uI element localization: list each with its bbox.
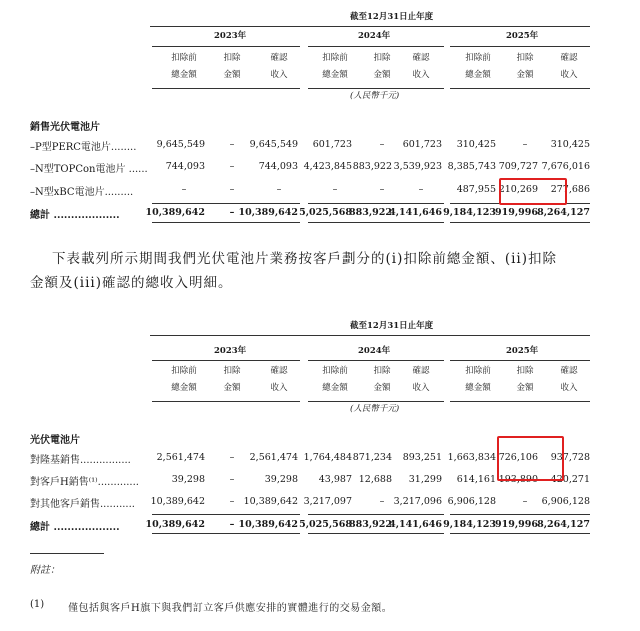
table2-colhead-rule-2025	[450, 401, 590, 402]
table1-row-1-cell-1: –	[229, 161, 235, 172]
table2-row-1-cell-8: 420,271	[550, 474, 590, 485]
table2-row-0-cell-7: 726,106	[498, 452, 538, 463]
table2-row-2-cell-1: –	[229, 496, 235, 507]
table1-row-0-cell-0: 9,645,549	[156, 139, 205, 150]
table2-row-0-cell-6: 1,663,834	[447, 452, 496, 463]
table1-colhead-rule-2024	[308, 88, 444, 89]
table1-row-0-cell-1: –	[229, 139, 235, 150]
table2-row-1-cell-6: 614,161	[456, 474, 496, 485]
table1-total-label: 總計 ...................	[30, 210, 120, 221]
table1-row-1-cell-0: 744,093	[165, 161, 205, 172]
table1-year-rule-2023	[152, 46, 300, 47]
table1-colhead-7-line-0: 扣除	[516, 53, 534, 63]
table2-row-0-cell-4: 871,234	[352, 452, 392, 463]
table1-colhead-3-line-1: 總金額	[322, 70, 348, 80]
table1-row-label: –N型xBC電池片.........	[30, 187, 134, 198]
table1-total-rule-2023	[152, 203, 300, 204]
table1-row-1-cell-2: 744,093	[258, 161, 298, 172]
table1-total-cell-4: 883,922	[349, 207, 392, 218]
table2-bottom-rule-2023	[152, 533, 300, 534]
table1-row-1-cell-6: 8,385,743	[447, 161, 496, 172]
table2-year-2025: 2025年	[506, 346, 539, 356]
table2-row-1-cell-3: 43,987	[318, 474, 352, 485]
table2-row-1-cell-1: –	[229, 474, 235, 485]
table1-year-rule-2024	[308, 46, 444, 47]
table1-row-2-cell-3: –	[332, 184, 338, 195]
table1-colhead-4-line-0: 扣除	[373, 53, 391, 63]
table1-row-0-cell-5: 601,723	[402, 139, 442, 150]
table2-total-cell-5: 4,141,646	[389, 519, 442, 530]
table1-colhead-6-line-1: 總金額	[465, 70, 491, 80]
table1-colhead-8-line-1: 收入	[560, 70, 578, 80]
table2-section-title: 光伏電池片	[30, 435, 80, 446]
table1-row-0-cell-2: 9,645,549	[249, 139, 298, 150]
table1-colhead-rule-2025	[450, 88, 590, 89]
table1-colhead-6-line-0: 扣除前	[465, 53, 491, 63]
highlight-box-xbc-deduction	[499, 178, 567, 205]
table2-period-header: 截至12月31日止年度	[350, 321, 434, 331]
table1-total-cell-3: 5,025,568	[299, 207, 352, 218]
table2-total-cell-0: 10,389,642	[145, 519, 205, 530]
table2-year-2024: 2024年	[358, 346, 391, 356]
table2-total-label: 總計 ...................	[30, 522, 120, 533]
table1-year-2024: 2024年	[358, 31, 391, 41]
table2-row-0-cell-5: 893,251	[402, 452, 442, 463]
table1-row-label: –N型TOPCon電池片 ......	[30, 164, 148, 175]
table2-colhead-0-line-1: 總金額	[171, 383, 197, 393]
table1-total-rule-2024	[308, 203, 444, 204]
table1-total-cell-1: –	[229, 207, 235, 218]
table2-row-2-cell-8: 6,906,128	[541, 496, 590, 507]
table1-colhead-1-line-1: 金額	[223, 70, 241, 80]
table2-year-rule-2023	[152, 360, 300, 361]
notes-title: 附註：	[30, 565, 60, 576]
table1-row-1-cell-7: 709,727	[498, 161, 538, 172]
table2-colhead-0-line-0: 扣除前	[171, 366, 197, 376]
table1-total-cell-2: 10,389,642	[238, 207, 298, 218]
table1-colhead-8-line-0: 確認	[560, 53, 578, 63]
table2-row-0-cell-2: 2,561,474	[249, 452, 298, 463]
table1-row-2-cell-0: –	[181, 184, 187, 195]
table2-row-2-cell-3: 3,217,097	[303, 496, 352, 507]
table1-total-cell-5: 4,141,646	[389, 207, 442, 218]
table2-colhead-6-line-0: 扣除前	[465, 366, 491, 376]
table2-total-cell-8: 8,264,127	[537, 519, 590, 530]
table1-colhead-2-line-0: 確認	[270, 53, 288, 63]
table1-row-2-cell-5: –	[418, 184, 424, 195]
table2-row-1-cell-7: 193,890	[498, 474, 538, 485]
table2-row-label: 對客戶H銷售⁽¹⁾.............	[30, 477, 139, 488]
table1-total-cell-7: 919,996	[495, 207, 538, 218]
table1-colhead-2-line-1: 收入	[270, 70, 288, 80]
table1-row-label: –P型PERC電池片........	[30, 142, 137, 153]
table2-unit: (人民幣千元)	[350, 404, 400, 414]
table2-row-1-cell-4: 12,688	[358, 474, 392, 485]
table1-colhead-1-line-0: 扣除	[223, 53, 241, 63]
table1-row-2-cell-1: –	[229, 184, 235, 195]
table2-colhead-rule-2023	[152, 401, 300, 402]
table2-colhead-6-line-1: 總金額	[465, 383, 491, 393]
table2-row-2-cell-5: 3,217,096	[393, 496, 442, 507]
table2-row-label: 對隆基銷售................	[30, 455, 131, 466]
table2-row-0-cell-1: –	[229, 452, 235, 463]
table1-colhead-4-line-1: 金額	[373, 70, 391, 80]
table1-year-2025: 2025年	[506, 31, 539, 41]
table2-colhead-5-line-1: 收入	[412, 383, 430, 393]
table2-colhead-5-line-0: 確認	[412, 366, 430, 376]
table2-row-2-cell-4: –	[379, 496, 385, 507]
table1-row-2-cell-8: 277,686	[550, 184, 590, 195]
table1-total-cell-6: 9,184,123	[443, 207, 496, 218]
table1-unit: (人民幣千元)	[350, 91, 400, 101]
note-1-text: 僅包括與客戶H旗下與我們訂立客戶供應安排的實體進行的交易金額。	[68, 603, 393, 614]
highlight-box-customer-deductions	[497, 436, 564, 481]
table2-total-rule-2024	[308, 514, 444, 515]
table2-row-label: 對其他客戶銷售...........	[30, 499, 135, 510]
notes-separator	[30, 553, 104, 554]
table1-total-cell-0: 10,389,642	[145, 207, 205, 218]
table1-row-0-cell-3: 601,723	[312, 139, 352, 150]
table2-total-rule-2025	[450, 514, 590, 515]
table1-colhead-5-line-1: 收入	[412, 70, 430, 80]
table1-colhead-5-line-0: 確認	[412, 53, 430, 63]
table1-row-1-cell-3: 4,423,845	[303, 161, 352, 172]
table2-total-cell-7: 919,996	[495, 519, 538, 530]
table2-colhead-3-line-1: 總金額	[322, 383, 348, 393]
table2-row-2-cell-6: 6,906,128	[447, 496, 496, 507]
table2-year-2023: 2023年	[214, 346, 247, 356]
table2-colhead-2-line-0: 確認	[270, 366, 288, 376]
table2-row-1-cell-2: 39,298	[264, 474, 298, 485]
table1-row-2-cell-4: –	[379, 184, 385, 195]
table1-row-1-cell-4: 883,922	[352, 161, 392, 172]
table1-row-1-cell-5: 3,539,923	[393, 161, 442, 172]
table2-row-0-cell-0: 2,561,474	[156, 452, 205, 463]
table2-row-1-cell-0: 39,298	[171, 474, 205, 485]
table1-row-0-cell-8: 310,425	[550, 139, 590, 150]
table2-colhead-3-line-0: 扣除前	[322, 366, 348, 376]
table1-section-title: 銷售光伏電池片	[30, 122, 100, 133]
table1-row-2-cell-7: 210,269	[498, 184, 538, 195]
table1-colhead-3-line-0: 扣除前	[322, 53, 348, 63]
table1-colhead-0-line-0: 扣除前	[171, 53, 197, 63]
table2-total-cell-2: 10,389,642	[238, 519, 298, 530]
table2-total-cell-3: 5,025,568	[299, 519, 352, 530]
table2-colhead-8-line-1: 收入	[560, 383, 578, 393]
table1-bottom-rule-2023	[152, 222, 300, 223]
table2-total-rule-2023	[152, 514, 300, 515]
table2-row-2-cell-2: 10,389,642	[243, 496, 298, 507]
table2-colhead-1-line-1: 金額	[223, 383, 241, 393]
table2-colhead-8-line-0: 確認	[560, 366, 578, 376]
table2-colhead-1-line-0: 扣除	[223, 366, 241, 376]
table2-total-cell-4: 883,922	[349, 519, 392, 530]
table2-colhead-2-line-1: 收入	[270, 383, 288, 393]
paragraph-line-2: 金額及(iii)確認的總收入明細。	[30, 275, 233, 291]
table2-colhead-7-line-0: 扣除	[516, 366, 534, 376]
table2-row-0-cell-8: 937,728	[550, 452, 590, 463]
table2-bottom-rule-2024	[308, 533, 444, 534]
table1-row-1-cell-8: 7,676,016	[541, 161, 590, 172]
table2-total-cell-1: –	[229, 519, 235, 530]
table2-row-2-cell-7: –	[522, 496, 528, 507]
table2-colhead-4-line-0: 扣除	[373, 366, 391, 376]
table1-period-rule	[150, 26, 590, 27]
table1-bottom-rule-2025	[450, 222, 590, 223]
note-1-marker: (1)	[30, 599, 45, 610]
table1-total-cell-8: 8,264,127	[537, 207, 590, 218]
table2-year-rule-2025	[450, 360, 590, 361]
table2-total-cell-6: 9,184,123	[443, 519, 496, 530]
table2-colhead-7-line-1: 金額	[516, 383, 534, 393]
table1-year-rule-2025	[450, 46, 590, 47]
table1-colhead-7-line-1: 金額	[516, 70, 534, 80]
table2-row-2-cell-0: 10,389,642	[150, 496, 205, 507]
table2-bottom-rule-2025	[450, 533, 590, 534]
table1-row-2-cell-6: 487,955	[456, 184, 496, 195]
table2-colhead-4-line-1: 金額	[373, 383, 391, 393]
table1-row-0-cell-7: –	[522, 139, 528, 150]
table1-row-2-cell-2: –	[276, 184, 282, 195]
table1-colhead-0-line-1: 總金額	[171, 70, 197, 80]
table1-year-2023: 2023年	[214, 31, 247, 41]
table2-year-rule-2024	[308, 360, 444, 361]
table2-colhead-rule-2024	[308, 401, 444, 402]
table1-row-0-cell-6: 310,425	[456, 139, 496, 150]
table2-period-rule	[150, 335, 590, 336]
table1-row-0-cell-4: –	[379, 139, 385, 150]
table1-bottom-rule-2024	[308, 222, 444, 223]
paragraph-line-1: 下表載列所示期間我們光伏電池片業務按客戶劃分的(i)扣除前總金額、(ii)扣除	[52, 251, 558, 267]
table1-colhead-rule-2023	[152, 88, 300, 89]
table1-period-header: 截至12月31日止年度	[350, 12, 434, 22]
table2-row-0-cell-3: 1,764,484	[303, 452, 352, 463]
table2-row-1-cell-5: 31,299	[408, 474, 442, 485]
